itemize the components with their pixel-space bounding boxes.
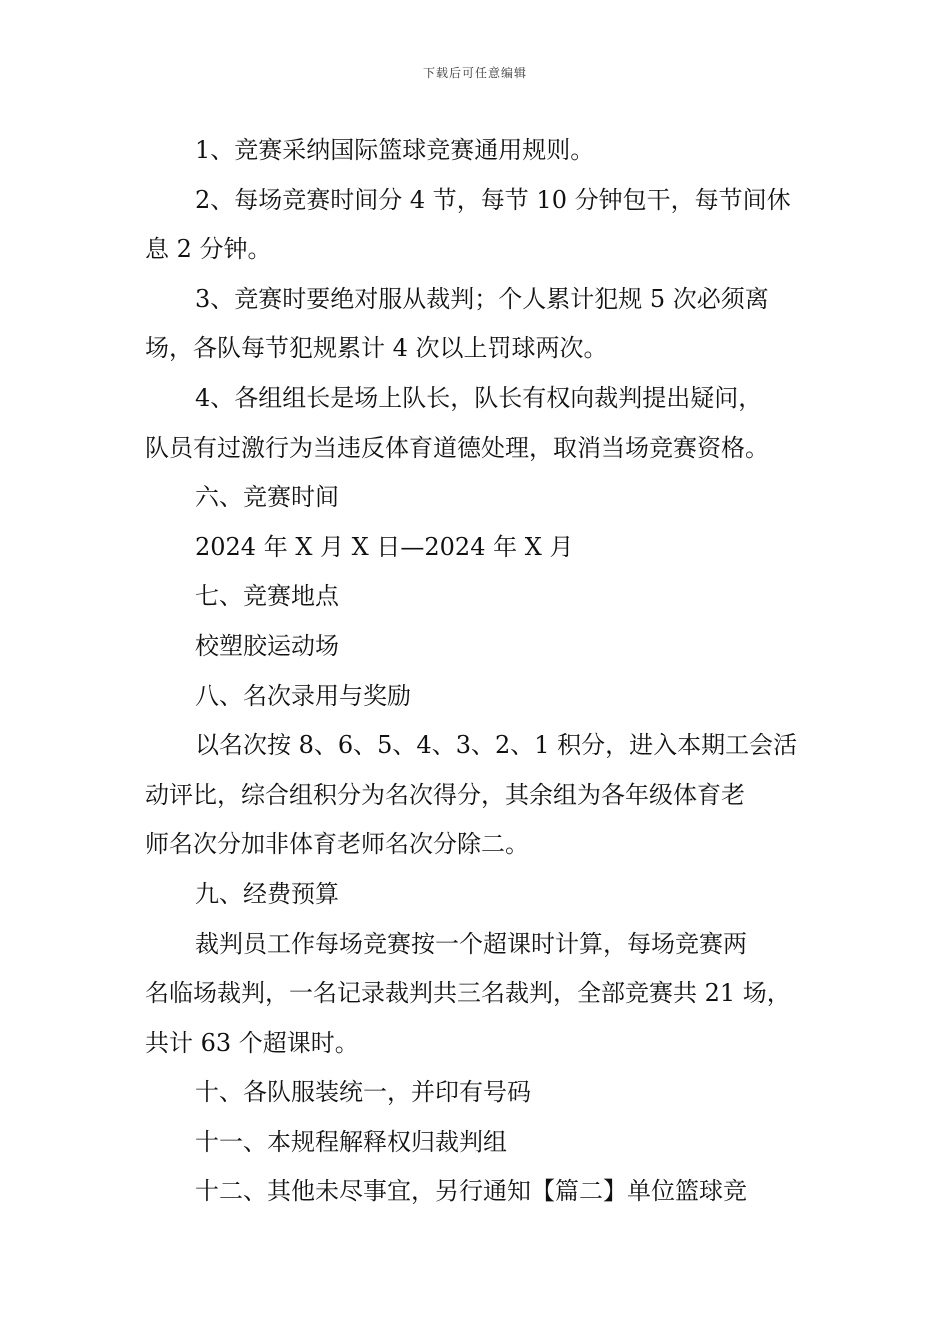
text-line: 3、竞赛时要绝对服从裁判；个人累计犯规 5 次必须离 <box>195 284 769 313</box>
text-line: 十二、其他未尽事宜，另行通知【篇二】单位篮球竞 <box>195 1177 747 1206</box>
text-line: 队员有过激行为当违反体育道德处理，取消当场竞赛资格。 <box>145 433 769 462</box>
text-line: 六、竞赛时间 <box>195 483 339 512</box>
document-body <box>145 126 825 1217</box>
text-line: 八、名次录用与奖励 <box>195 681 411 710</box>
text-line: 裁判员工作每场竞赛按一个超课时计算，每场竞赛两 <box>195 929 747 958</box>
text-line: 以名次按 8、6、5、4、3、2、1 积分，进入本期工会活 <box>195 731 798 760</box>
text-line: 十、各队服装统一，并印有号码 <box>195 1078 531 1107</box>
text-line: 共计 63 个超课时。 <box>145 1028 359 1057</box>
text-line: 动评比，综合组积分为名次得分，其余组为各年级体育老 <box>145 780 745 809</box>
text-line: 2、每场竞赛时间分 4 节，每节 10 分钟包干，每节间休 <box>195 185 791 214</box>
text-line: 1、竞赛采纳国际篮球竞赛通用规则。 <box>195 136 595 164</box>
text-line: 校塑胶运动场 <box>195 631 339 660</box>
text-line: 2024 年 X 月 X 日—2024 年 X 月 <box>195 532 574 561</box>
text-line: 名临场裁判，一名记录裁判共三名裁判，全部竞赛共 21 场， <box>145 979 791 1008</box>
text-line: 师名次分加非体育老师名次分除二。 <box>145 830 529 859</box>
page-header-note: 下载后可任意编辑 <box>422 66 527 80</box>
text-line: 七、竞赛地点 <box>195 582 339 611</box>
text-line: 场，各队每节犯规累计 4 次以上罚球两次。 <box>145 334 608 363</box>
text-line: 息 2 分钟。 <box>145 235 272 264</box>
text-line: 十一、本规程解释权归裁判组 <box>195 1127 507 1156</box>
text-line: 九、经费预算 <box>195 879 339 908</box>
text-line: 4、各组组长是场上队长，队长有权向裁判提出疑问， <box>195 383 763 412</box>
